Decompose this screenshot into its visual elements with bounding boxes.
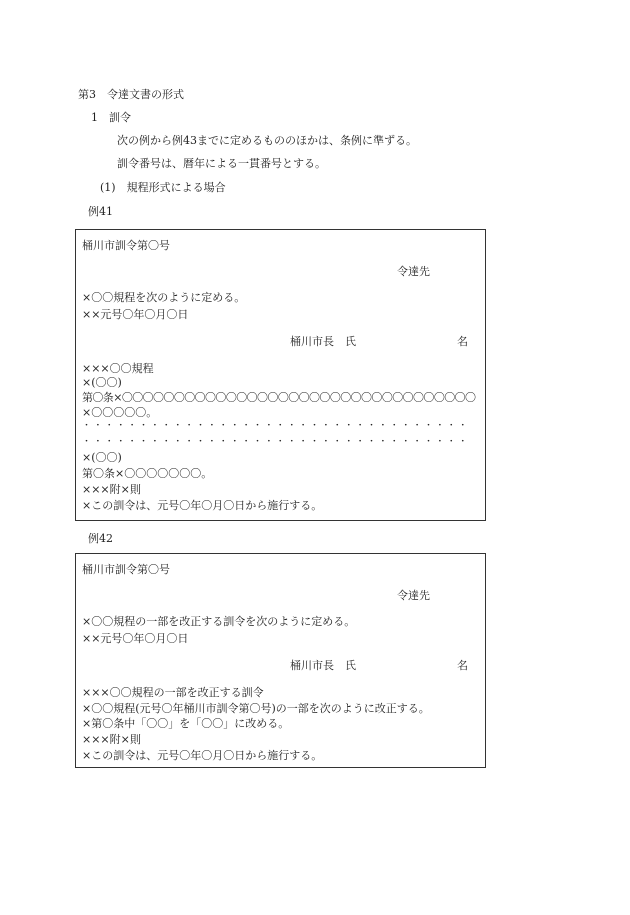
enact-line: ×〇〇規程を次のように定める。 [82,291,246,304]
addressee: 令達先 [397,589,430,602]
article-caption: ×(〇〇) [82,376,122,389]
rule-title: ×××〇〇規程 [82,362,154,375]
amend-line: ×〇〇規程(元号〇年桶川市訓令第〇号)の一部を次のように改正する。 [82,702,430,715]
ordinance-number: 桶川市訓令第〇号 [82,239,170,252]
supplementary-heading: ×××附×則 [82,733,141,746]
ordinance-number: 桶川市訓令第〇号 [82,563,170,576]
signer-name: 名 [457,659,468,672]
article-caption: ×(〇〇) [82,451,122,464]
enact-line: ×〇〇規程の一部を改正する訓令を次のように定める。 [82,615,356,628]
item-heading: 1 訓令 [91,111,131,124]
section-title: 第3 令達文書の形式 [78,88,184,101]
paragraph: 訓令番号は、暦年による一貫番号とする。 [117,157,326,170]
addressee: 令達先 [397,265,430,278]
example-label: 例42 [88,532,113,545]
article-text: 第〇条×〇〇〇〇〇〇〇〇〇〇〇〇〇〇〇〇〇〇〇〇〇〇〇〇〇〇〇〇〇〇〇〇〇〇 [82,391,476,404]
example-label: 例41 [88,205,113,218]
rule-title: ×××〇〇規程の一部を改正する訓令 [82,686,264,699]
article-text: ×〇〇〇〇〇。 [82,406,158,419]
article-text: 第〇条×〇〇〇〇〇〇〇。 [82,467,213,480]
effective-clause: ×この訓令は、元号〇年〇月〇日から施行する。 [82,749,323,762]
subitem-heading: (1) 規程形式による場合 [100,181,226,194]
signer-title: 桶川市長 氏 [290,659,356,672]
paragraph: 次の例から例43までに定めるもののほかは、条例に準ずる。 [117,134,417,147]
signer-title: 桶川市長 氏 [290,335,356,348]
effective-clause: ×この訓令は、元号〇年〇月〇日から施行する。 [82,499,323,512]
date-line: ××元号〇年〇月〇日 [82,308,189,321]
signer-name: 名 [457,335,468,348]
supplementary-heading: ×××附×則 [82,483,141,496]
ellipsis-dots: ・・・・・・・・・・・・・・・・・・・・・・・・・・・・・・・・・・ [82,437,470,447]
change-line: ×第〇条中「〇〇」を「〇〇」に改める。 [82,717,290,730]
ellipsis-dots: ・・・・・・・・・・・・・・・・・・・・・・・・・・・・・・・・・・ [82,421,470,431]
example-42-box [75,553,486,768]
example-41-box [75,229,486,521]
date-line: ××元号〇年〇月〇日 [82,632,189,645]
